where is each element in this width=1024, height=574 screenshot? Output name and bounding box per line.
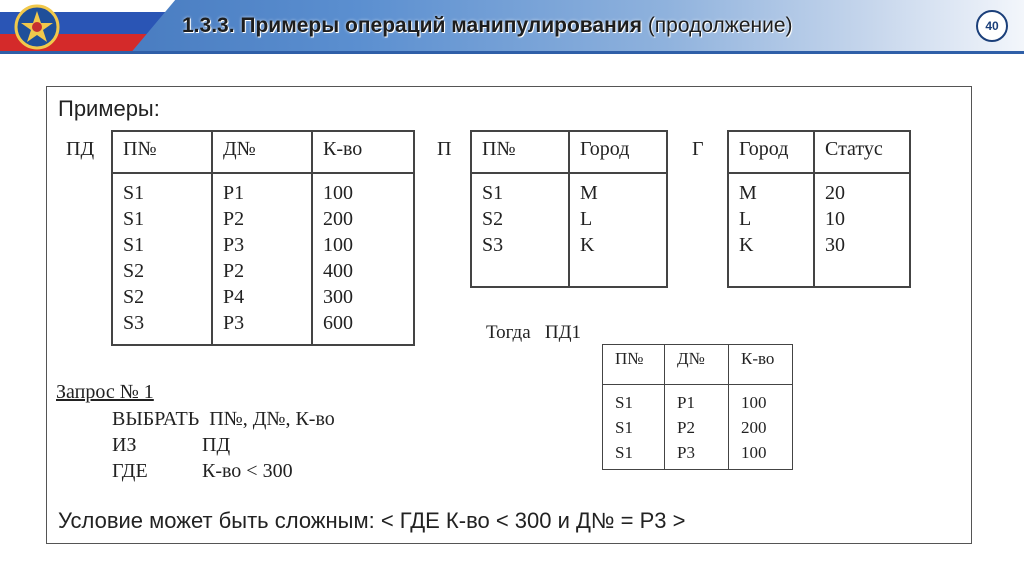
column-header: П№ bbox=[112, 131, 212, 173]
query-select-line: ВЫБРАТЬ П№, Д№, К-во bbox=[112, 408, 335, 430]
query-from-keyword: ИЗ bbox=[112, 434, 137, 456]
table-row bbox=[603, 385, 793, 470]
column-header: Город bbox=[728, 131, 814, 173]
table-header-row bbox=[728, 131, 910, 173]
table-p-name: П bbox=[437, 138, 452, 160]
table-cell: S1 S2 S3 bbox=[471, 173, 569, 287]
table-cell: P1 P2 P3 P2 P4 P3 bbox=[212, 173, 312, 345]
query-where-condition: К-во < 300 bbox=[202, 460, 293, 482]
table-p bbox=[470, 130, 668, 288]
table-g bbox=[727, 130, 911, 288]
column-header: Д№ bbox=[665, 345, 729, 385]
table-pd-name: ПД bbox=[66, 138, 95, 160]
query-from-table: ПД bbox=[202, 434, 231, 456]
table-cell: S1 S1 S1 S2 S2 S3 bbox=[112, 173, 212, 345]
examples-label: Примеры: bbox=[58, 96, 160, 121]
column-header: Д№ bbox=[212, 131, 312, 173]
table-cell: 20 10 30 bbox=[814, 173, 910, 287]
table-cell: 100 200 100 bbox=[729, 385, 793, 470]
page-number-badge: 40 bbox=[976, 10, 1008, 42]
query-title: Запрос № 1 bbox=[56, 381, 154, 403]
table-header-row bbox=[112, 131, 414, 173]
table-row bbox=[728, 173, 910, 287]
query-where-keyword: ГДЕ bbox=[112, 460, 148, 482]
emblem-icon bbox=[14, 4, 60, 50]
column-header: К-во bbox=[312, 131, 414, 173]
slide-title: 1.3.3. Примеры операций манипулирования (продолжение) bbox=[182, 14, 793, 37]
table-pd1-result bbox=[602, 344, 793, 470]
table-pd bbox=[111, 130, 415, 346]
condition-note: Условие может быть сложным: < ГДЕ К-во < 300 и Д№ = Р3 > bbox=[58, 508, 686, 533]
table-cell: 100 200 100 400 300 600 bbox=[312, 173, 414, 345]
column-header: К-во bbox=[729, 345, 793, 385]
column-header: Статус bbox=[814, 131, 910, 173]
table-g-name: Г bbox=[692, 138, 704, 160]
table-cell: S1 S1 S1 bbox=[603, 385, 665, 470]
column-header: Город bbox=[569, 131, 667, 173]
table-header-row bbox=[471, 131, 667, 173]
table-cell: P1 P2 P3 bbox=[665, 385, 729, 470]
column-header: П№ bbox=[471, 131, 569, 173]
column-header: П№ bbox=[603, 345, 665, 385]
header-underline bbox=[0, 51, 1024, 54]
result-caption: Тогда ПД1 bbox=[486, 322, 582, 343]
table-cell: M L K bbox=[728, 173, 814, 287]
table-cell: M L K bbox=[569, 173, 667, 287]
table-header-row bbox=[603, 345, 793, 385]
table-row bbox=[471, 173, 667, 287]
table-row bbox=[112, 173, 414, 345]
slide-header bbox=[0, 0, 1024, 54]
